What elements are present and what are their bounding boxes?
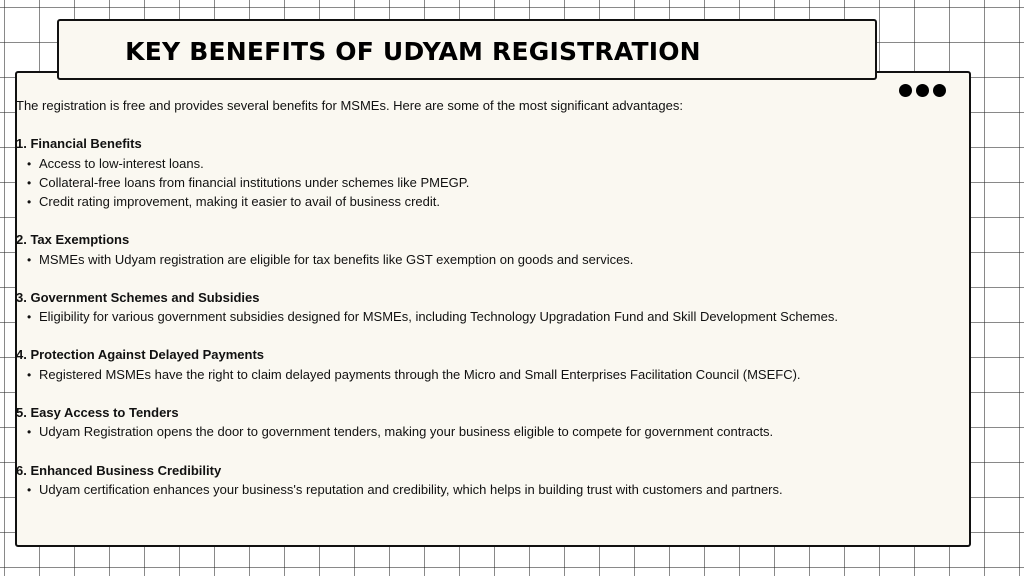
section-heading: 2. Tax Exemptions	[16, 232, 130, 248]
list-item	[16, 422, 956, 441]
section-heading: 5. Easy Access to Tenders	[16, 405, 179, 420]
list-item-text: MSMEs with Udyam registration are eligible for tax benefits like GST exemption on goods and services.	[39, 251, 634, 267]
list-item	[16, 365, 956, 384]
list-item-text: Eligibility for various government subsidies designed for MSMEs, including Technology Upgradation Fund and Skill Development Schemes.	[39, 309, 838, 325]
spacer	[16, 384, 956, 403]
bullet-icon: •	[27, 156, 32, 171]
spacer	[16, 269, 956, 288]
spacer	[16, 211, 956, 230]
spacer	[16, 441, 956, 460]
list-item	[16, 250, 956, 269]
bullet-icon: •	[27, 310, 32, 325]
list-item	[16, 154, 956, 173]
bullet-icon: •	[27, 194, 32, 209]
benefits-list	[16, 96, 956, 499]
intro-text: The registration is free and provides several benefits for MSMEs. Here are some of the most significant advantages:	[16, 98, 683, 113]
list-item	[16, 480, 956, 499]
spacer	[16, 326, 956, 345]
bullet-icon: •	[27, 425, 32, 440]
bullet-icon: •	[27, 367, 32, 382]
list-item-text: Credit rating improvement, making it easier to avail of business credit.	[39, 193, 441, 209]
bullet-icon: •	[27, 175, 32, 190]
section-heading: 6. Enhanced Business Credibility	[16, 462, 222, 478]
list-item-text: Udyam certification enhances your business's reputation and credibility, which helps in building trust with customers and partners.	[39, 481, 783, 497]
list-item-text: Access to low-interest loans.	[39, 155, 204, 171]
list-item	[16, 173, 956, 192]
page-title: KEY BENEFITS OF UDYAM REGISTRATION	[125, 37, 701, 66]
section-heading: 3. Government Schemes and Subsidies	[16, 289, 260, 305]
bullet-icon: •	[27, 482, 32, 497]
section-heading: 4. Protection Against Delayed Payments	[16, 347, 265, 363]
list-item-text: Collateral-free loans from financial institutions under schemes like PMEGP.	[39, 174, 470, 190]
list-item-text: Udyam Registration opens the door to government tenders, making your business eligible to compete for government contracts.	[39, 424, 774, 440]
title-box	[57, 19, 877, 80]
list-item	[16, 192, 956, 211]
list-item	[16, 307, 956, 326]
bullet-icon: •	[27, 252, 32, 267]
spacer	[16, 115, 956, 134]
list-item-text: Registered MSMEs have the right to claim delayed payments through the Micro and Small Enterprises Facilitation Council (MSEFC).	[39, 366, 801, 382]
section-heading: 1. Financial Benefits	[16, 136, 142, 152]
